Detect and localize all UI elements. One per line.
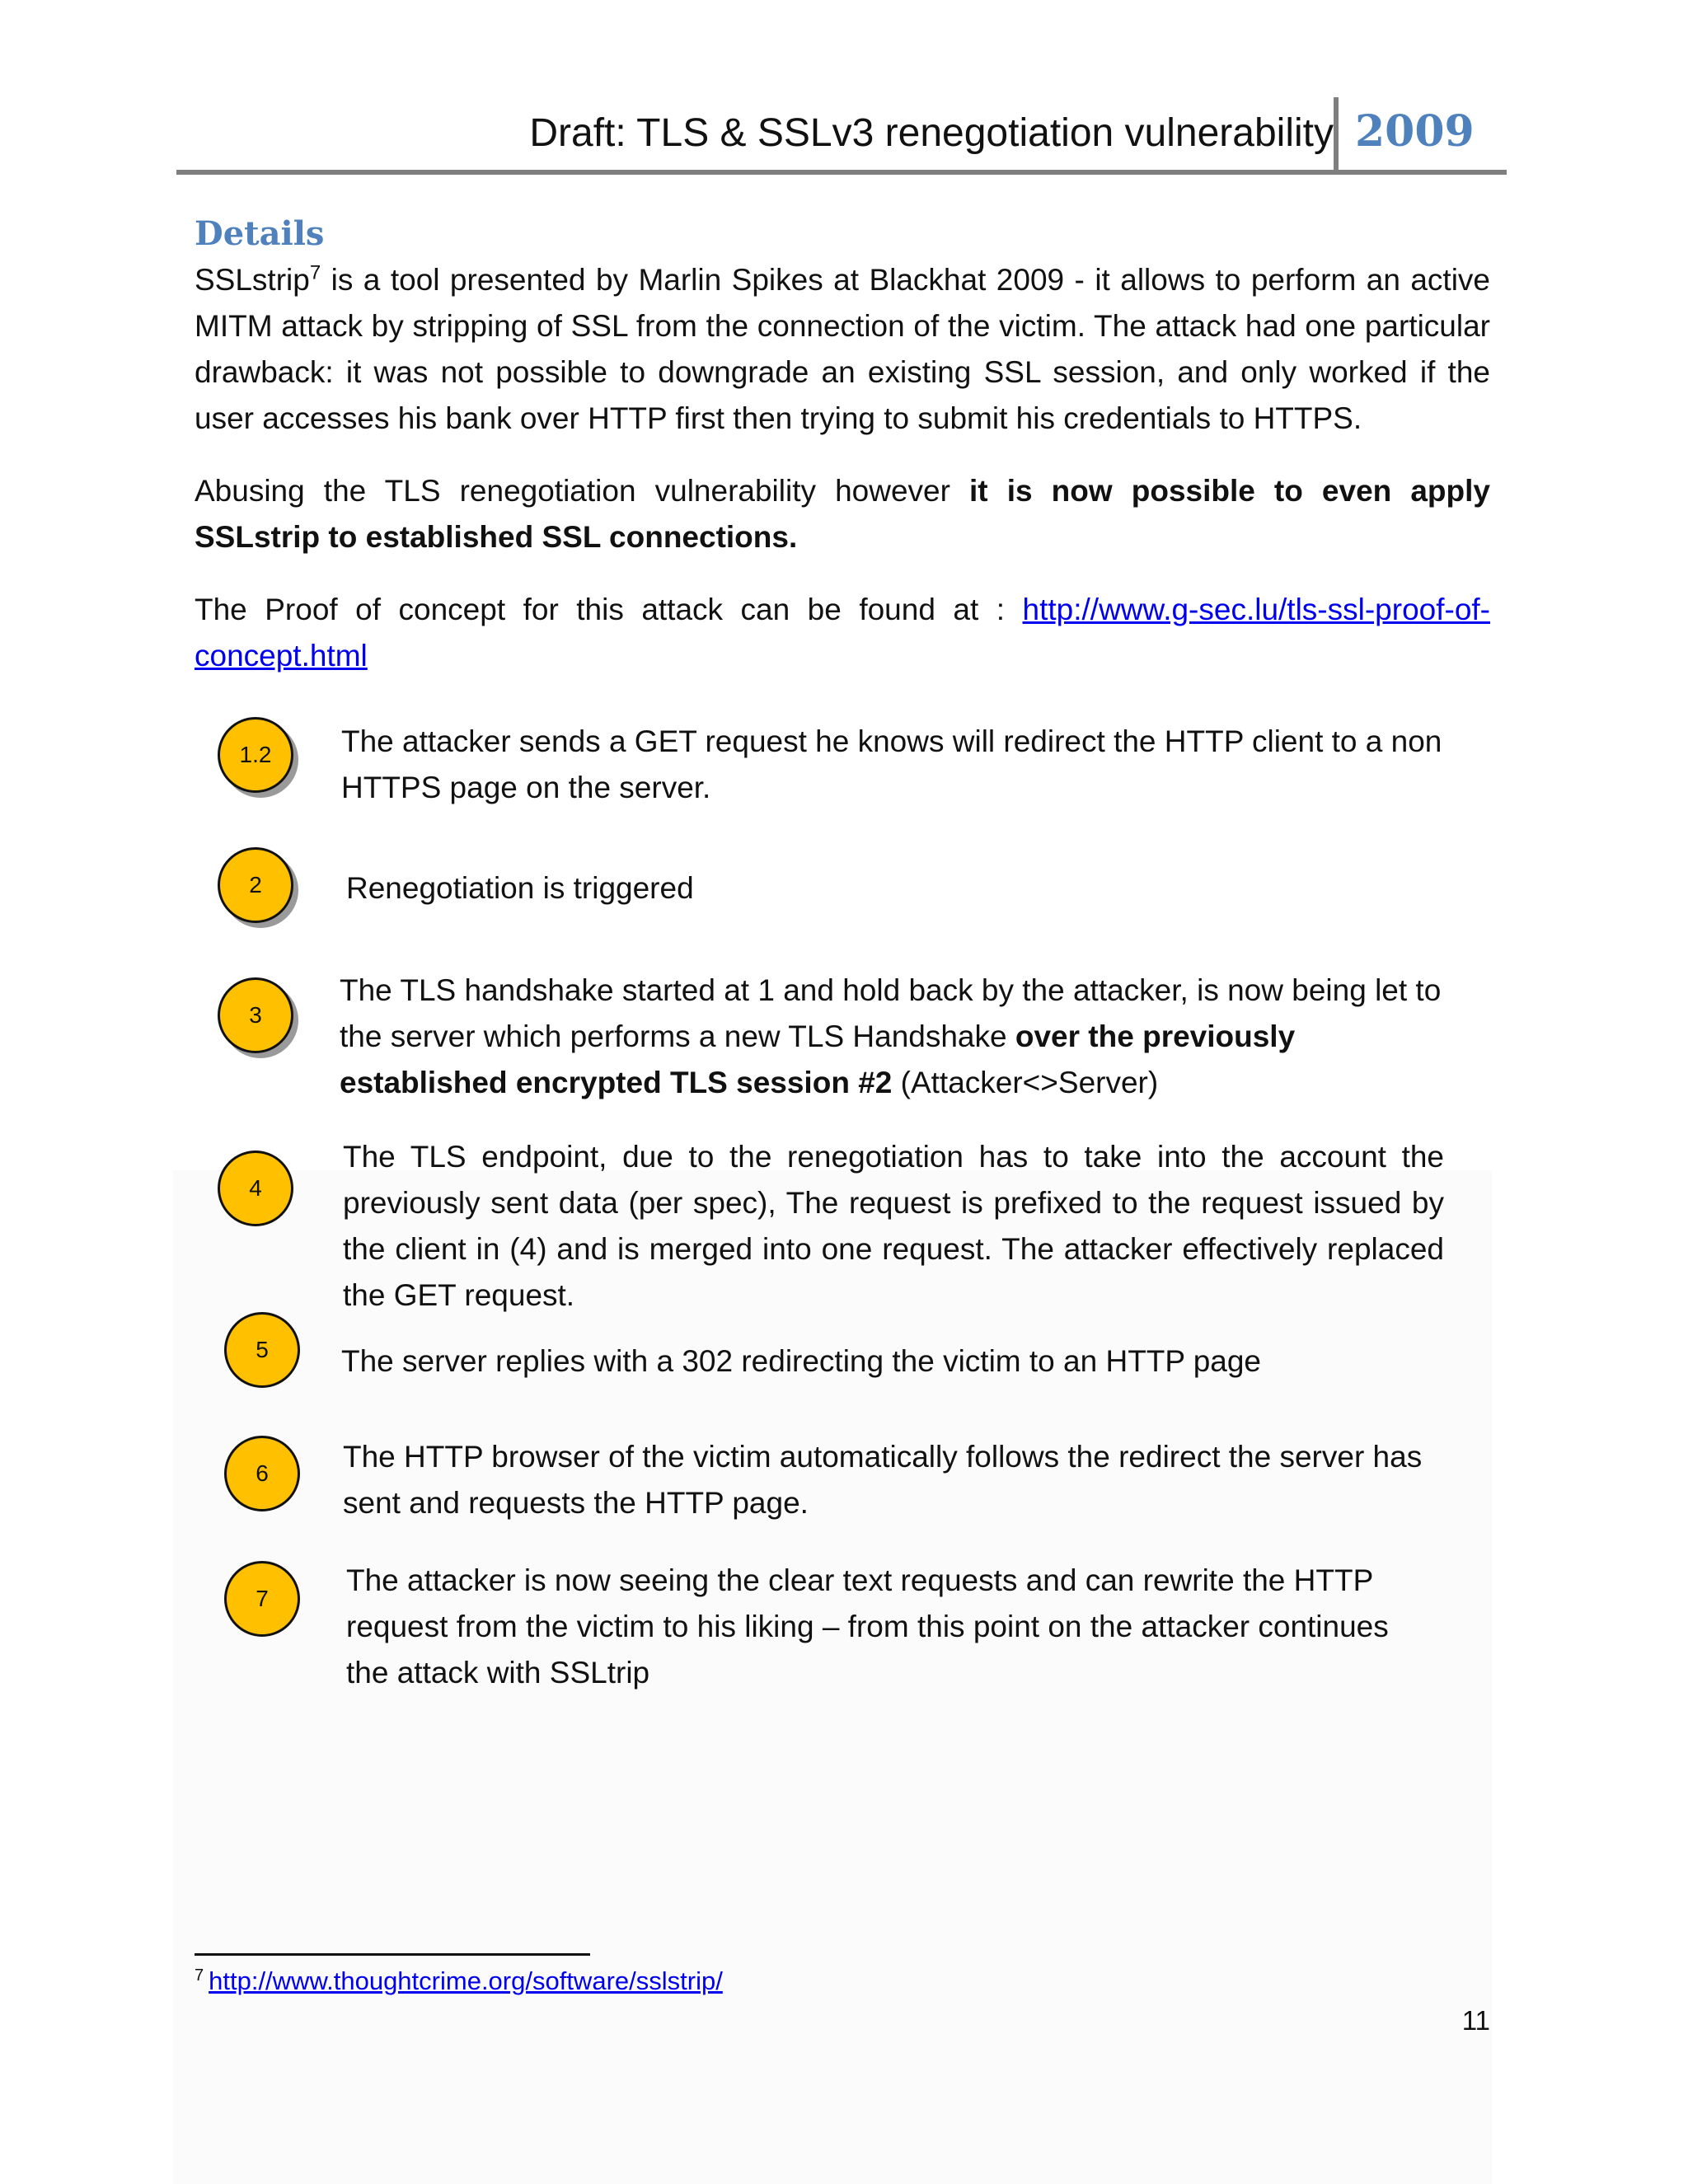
footnote-link[interactable]: http://www.thoughtcrime.org/software/sslstrip/ xyxy=(209,1966,723,1995)
page-number: 11 xyxy=(1461,2005,1490,2036)
header-rule xyxy=(176,170,1507,175)
step-marker: 2 xyxy=(218,847,293,923)
proof-of-concept-link[interactable]: http://www.g-sec.lu/tls-ssl-proof-of-concept.html xyxy=(195,593,1490,673)
step-text: Renegotiation is triggered xyxy=(346,871,694,905)
step-text: The TLS endpoint, due to the renegotiation has to take into the account the previously sent data (per spec), The request is prefixed to the request issued by the client in (4) and is merged into one request. The attacker effectively replaced the GET request. xyxy=(343,1140,1444,1312)
paragraph-bold-text: it is now possible to even apply SSLstrip to established SSL connections. xyxy=(195,474,1490,554)
step-marker: 7 xyxy=(224,1561,300,1637)
paragraph-proof-of-concept xyxy=(195,587,1490,679)
step-text-part: The TLS handshake started at 1 and hold back by the attacker, is now being let to the server which performs a new TLS Handshake xyxy=(340,973,1442,1053)
step-marker: 3 xyxy=(218,977,293,1053)
step-text: The server replies with a 302 redirecting the victim to an HTTP page xyxy=(341,1344,1261,1378)
page-header xyxy=(176,91,1507,173)
step-marker: 1.2 xyxy=(218,717,293,793)
step-marker: 6 xyxy=(224,1436,300,1511)
step-text-bold: over the previously established encrypted TLS session #2 xyxy=(340,1019,1296,1099)
footnote-marker: 7 xyxy=(195,1966,204,1985)
step-text: The HTTP browser of the victim automatically follows the redirect the server has sent and requests the HTTP page. xyxy=(343,1440,1423,1520)
footnote-rule xyxy=(195,1953,590,1956)
header-year: 2009 xyxy=(1355,106,1475,157)
paragraph-text: The Proof of concept for this attack can be found at : xyxy=(195,593,1023,626)
step-text: The attacker is now seeing the clear text requests and can rewrite the HTTP request from the victim to his liking – from this point on the attacker continues the attack with SSLtrip xyxy=(346,1563,1389,1690)
header-title: Draft: TLS & SSLv3 renegotiation vulnerability xyxy=(529,111,1334,155)
step-text: The attacker sends a GET request he knows will redirect the HTTP client to a non HTTPS page on the server. xyxy=(341,724,1442,804)
step-marker: 5 xyxy=(224,1312,300,1388)
header-separator xyxy=(1334,97,1339,173)
paragraph-lead: SSLstrip xyxy=(195,263,310,297)
paragraph-normal-text: Abusing the TLS renegotiation vulnerability however xyxy=(195,474,970,508)
footnote xyxy=(195,1963,723,1999)
paragraph-renegotiation xyxy=(195,468,1490,560)
paragraph-sslstrip xyxy=(195,257,1490,442)
step-marker: 4 xyxy=(218,1151,293,1226)
footnote-ref[interactable]: 7 xyxy=(309,261,321,284)
paragraph-body: is a tool presented by Marlin Spikes at Blackhat 2009 - it allows to perform an active MITM attack by stripping of SSL from the connection of the victim. The attack had one particular drawback: it was not possible to downgrade an existing SSL session, and only worked if the user accesses his bank over HTTP first then trying to submit his credentials to HTTPS. xyxy=(195,263,1490,435)
step-text xyxy=(340,968,1444,1106)
section-heading: Details xyxy=(195,214,325,253)
step-text-part: (Attacker<>Server) xyxy=(892,1066,1159,1099)
